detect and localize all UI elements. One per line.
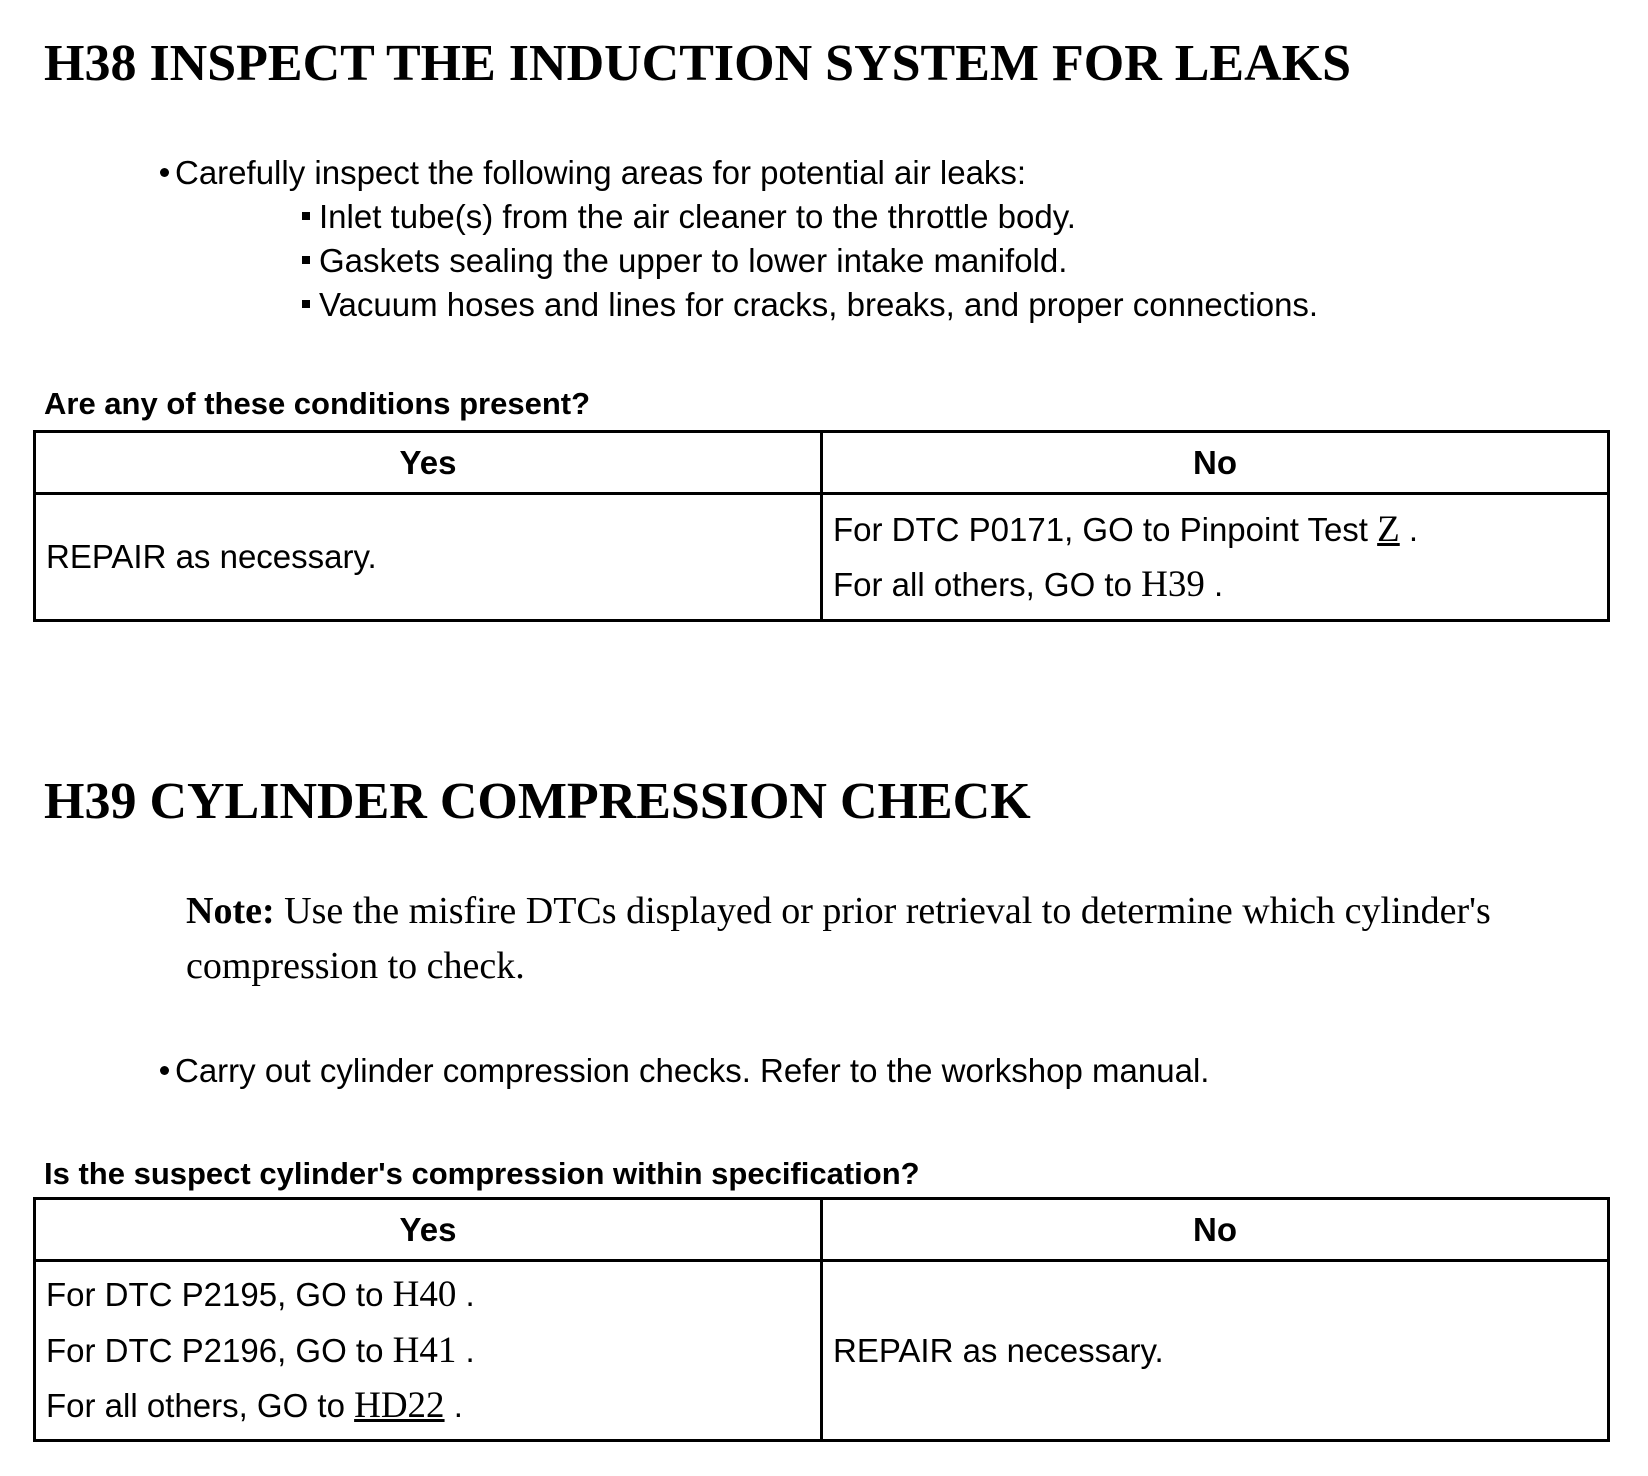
h38-result-table — [33, 430, 1610, 622]
h39-bullet — [160, 1054, 1209, 1087]
table-header-row — [35, 432, 1609, 494]
h39-result-table — [33, 1197, 1610, 1442]
h38-sub-bullet-3: Vacuum hoses and lines for cracks, breaks, and proper connections. — [302, 288, 1318, 321]
h38-sub-bullet-2: Gaskets sealing the upper to lower intake manifold. — [302, 244, 1067, 277]
table-header-row — [35, 1199, 1609, 1261]
h38-no-line-1: For DTC P0171, GO to Pinpoint Test Z . — [833, 508, 1419, 550]
h41-link[interactable]: H41 — [392, 1329, 457, 1371]
h38-question: Are any of these conditions present? — [44, 386, 591, 421]
h39-bullet-text: Carry out cylinder compression checks. Refer to the workshop manual. — [175, 1052, 1210, 1089]
h38-no-line-2: For all others, GO to H39 . — [833, 564, 1224, 605]
h39-no-cell: REPAIR as necessary. — [822, 1261, 1609, 1441]
h39-yes-line-3: For all others, GO to HD22 . — [46, 1385, 463, 1427]
h38-bullet-text: Carefully inspect the following areas for potential air leaks: — [175, 154, 1027, 191]
table-row — [35, 494, 1609, 621]
h39-yes-cell — [35, 1261, 822, 1441]
h40-link[interactable]: H40 — [392, 1274, 457, 1316]
square-bullet-icon — [302, 212, 310, 220]
h39-yes-line-1: For DTC P2195, GO to H40 . — [46, 1274, 475, 1316]
note-label: Note: — [186, 890, 275, 932]
yes-header: Yes — [35, 432, 822, 494]
table-row — [35, 1261, 1609, 1441]
no-header: No — [822, 432, 1609, 494]
h39-title: H39 CYLINDER COMPRESSION CHECK — [44, 773, 1031, 830]
h39-question: Is the suspect cylinder's compression within specification? — [44, 1156, 920, 1191]
pinpoint-test-z-link[interactable]: Z — [1377, 508, 1400, 550]
h38-no-cell — [822, 494, 1609, 621]
note-text: Use the misfire DTCs displayed or prior retrieval to determine which cylinder's compression to check. — [186, 890, 1491, 987]
bullet-dot-icon — [160, 1066, 169, 1075]
bullet-dot-icon — [160, 168, 169, 177]
h39-note — [186, 884, 1626, 994]
h38-sub-bullet-1: Inlet tube(s) from the air cleaner to the throttle body. — [302, 200, 1076, 233]
h39-yes-line-2: For DTC P2196, GO to H41 . — [46, 1329, 475, 1371]
h38-yes-cell: REPAIR as necessary. — [35, 494, 822, 621]
hd22-link[interactable]: HD22 — [354, 1385, 445, 1427]
no-header: No — [822, 1199, 1609, 1261]
square-bullet-icon — [302, 300, 310, 308]
h38-bullet — [160, 156, 1026, 189]
h39-link[interactable]: H39 — [1141, 564, 1205, 605]
h38-title: H38 INSPECT THE INDUCTION SYSTEM FOR LEAKS — [44, 35, 1352, 92]
yes-header: Yes — [35, 1199, 822, 1261]
square-bullet-icon — [302, 256, 310, 264]
